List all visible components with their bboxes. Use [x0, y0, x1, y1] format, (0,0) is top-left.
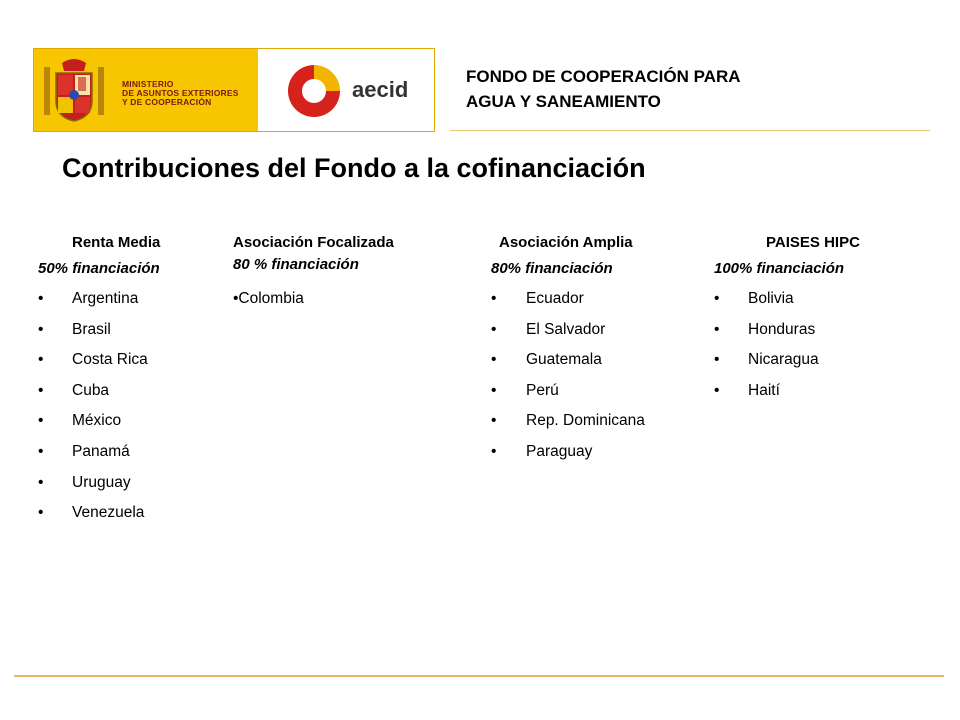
list-item: • Honduras [714, 320, 816, 338]
list-item: • El Salvador [491, 320, 606, 338]
list-item: • Panamá [38, 442, 130, 460]
list-item: • Ecuador [491, 290, 584, 307]
list-item: • Nicaragua [714, 351, 819, 369]
header-divider [450, 130, 930, 131]
list-item: • Venezuela [38, 504, 145, 522]
list-item: • Perú [491, 381, 559, 399]
column-heading: Renta Media [72, 234, 161, 251]
list-item: • Guatemala [491, 351, 602, 369]
list-item: • Uruguay [38, 473, 131, 491]
list-item: • Rep. Dominicana [491, 412, 645, 430]
country-list [233, 284, 394, 315]
country-list [714, 284, 860, 406]
column-heading: Asociación Amplia [499, 234, 633, 251]
column-subheading: 80% financiación [491, 260, 613, 277]
column-asociacion-focalizada [233, 232, 394, 315]
footer-divider [14, 675, 944, 677]
coat-of-arms-icon [44, 57, 104, 123]
column-paises-hipc [714, 232, 860, 406]
aecid-c-icon [286, 63, 342, 119]
column-asociacion-amplia [491, 232, 645, 468]
list-item: • Haití [714, 381, 780, 399]
ministry-name: MINISTERIO DE ASUNTOS EXTERIORES Y DE COOPERACIÓN [122, 79, 239, 107]
logo-banner [33, 48, 435, 132]
column-heading: PAISES HIPC [766, 234, 860, 251]
column-renta-media [38, 232, 160, 529]
ministry-logo [34, 49, 258, 131]
list-item: • Bolivia [714, 290, 794, 307]
column-subheading: 100% financiación [714, 260, 845, 277]
fund-title: FONDO DE COOPERACIÓN PARA AGUA Y SANEAMIENTO [466, 67, 741, 111]
list-item: • Cuba [38, 381, 110, 399]
list-item: • Paraguay [491, 442, 593, 460]
column-subheading: 50% financiación [38, 260, 160, 277]
list-item: • Brasil [38, 320, 111, 338]
list-item: •Colombia [233, 290, 304, 307]
country-list [491, 284, 645, 468]
page-title: Contribuciones del Fondo a la cofinanciación [62, 153, 646, 183]
list-item: • Argentina [38, 290, 139, 307]
list-item: • Costa Rica [38, 351, 148, 369]
column-subheading: 80 % financiación [233, 256, 359, 273]
aecid-logo [258, 49, 434, 131]
list-item: • México [38, 412, 122, 430]
aecid-wordmark: aecid [352, 77, 409, 102]
column-heading: Asociación Focalizada [233, 234, 394, 251]
country-list [38, 284, 160, 529]
